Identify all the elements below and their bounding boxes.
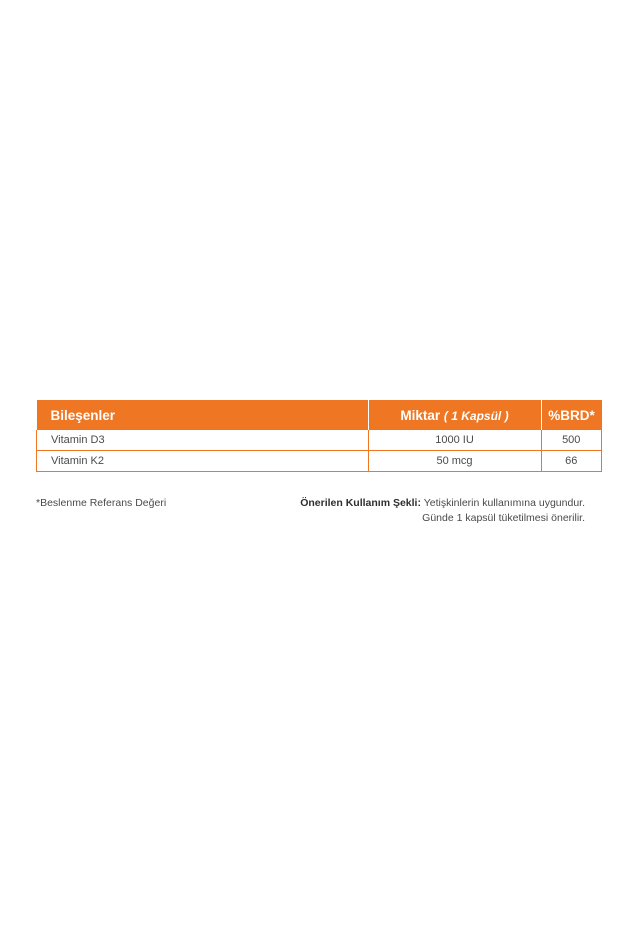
table-body	[37, 430, 602, 472]
cell-ingredient-amount: 1000 IU	[368, 430, 541, 451]
ingredients-table	[36, 400, 602, 472]
column-header-amount	[368, 400, 541, 430]
usage-instructions	[280, 496, 585, 526]
usage-instructions-line2: Günde 1 kapsül tüketilmesi önerilir.	[422, 512, 585, 524]
cell-ingredient-nrv: 66	[541, 451, 602, 472]
table-row	[37, 451, 602, 472]
column-header-amount-main: Miktar	[400, 407, 441, 423]
cell-ingredient-nrv: 500	[541, 430, 602, 451]
column-header-nrv: %BRD*	[541, 400, 602, 430]
usage-instructions-label: Önerilen Kullanım Şekli:	[300, 497, 421, 509]
column-header-amount-sub: ( 1 Kapsül )	[443, 408, 509, 423]
table-header-row	[37, 400, 602, 430]
table-header	[37, 400, 602, 430]
table-row	[37, 430, 602, 451]
nrv-footnote: *Beslenme Referans Değeri	[36, 497, 167, 509]
usage-instructions-line1: Yetişkinlerin kullanımına uygundur.	[423, 497, 585, 509]
cell-ingredient-name: Vitamin D3	[37, 430, 369, 451]
cell-ingredient-amount: 50 mcg	[368, 451, 541, 472]
supplement-facts-panel	[36, 400, 595, 472]
cell-ingredient-name: Vitamin K2	[37, 451, 369, 472]
column-header-ingredients: Bileşenler	[37, 400, 369, 430]
